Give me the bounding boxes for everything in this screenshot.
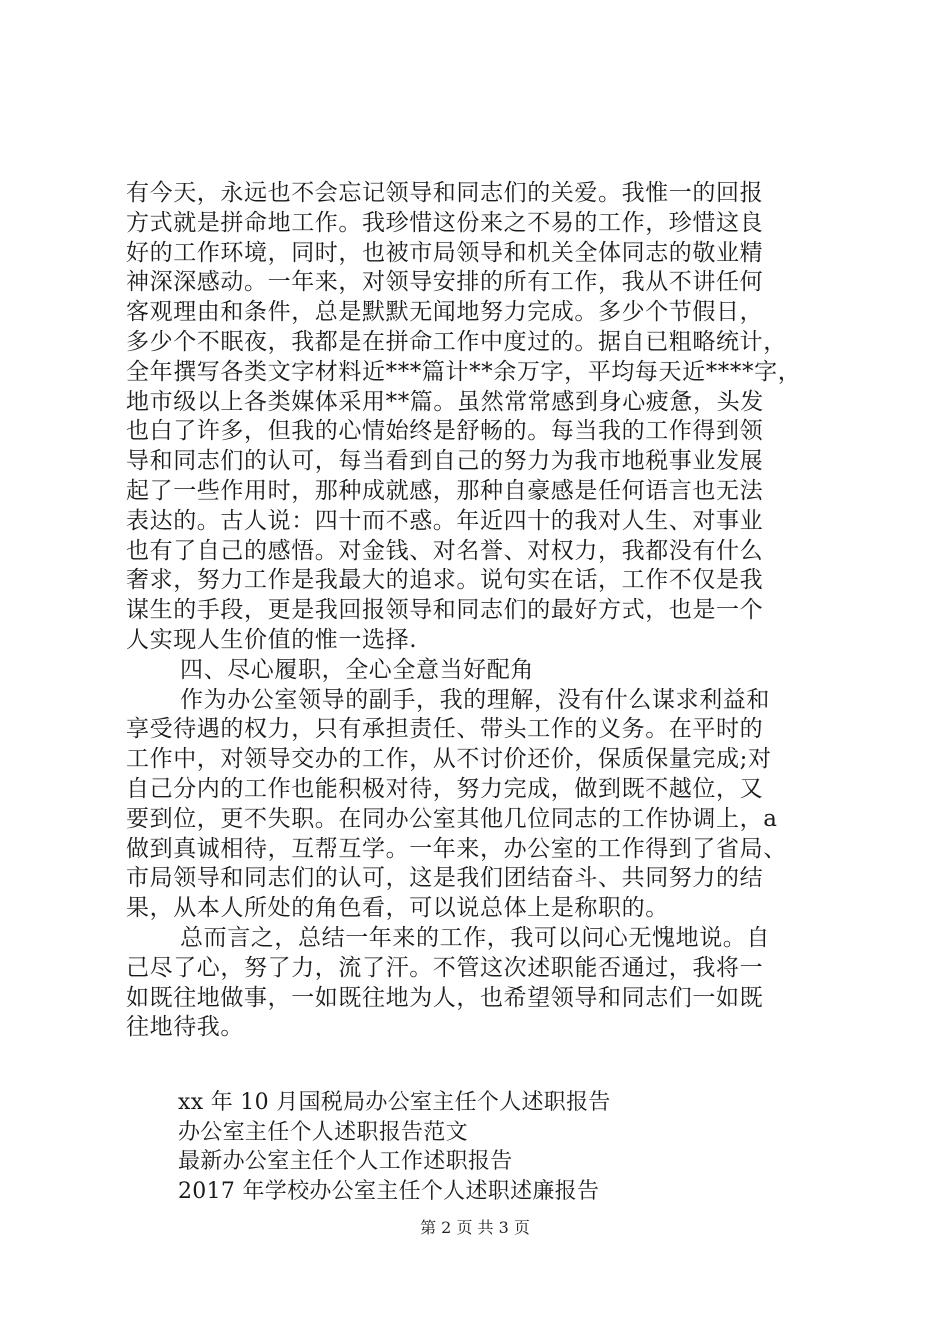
text-line: 方式就是拼命地工作。我珍惜这份来之不易的工作，珍惜这良	[126, 209, 764, 236]
text-line: 人实现人生价值的惟一选择.	[126, 626, 418, 653]
related-article-link[interactable]: 2017 年学校办公室主任个人述职述廉报告	[178, 1178, 600, 1204]
text-line: 要到位，更不失职。在同办公室其他几位同志的工作协调上，a	[126, 805, 778, 832]
text-line: 客观理由和条件，总是默默无闻地努力完成。多少个节假日，	[126, 299, 764, 326]
section-heading: 四、尽心履职，全心全意当好配角	[180, 656, 534, 683]
text-line: 也有了自己的感悟。对金钱、对名誉、对权力，我都没有什么	[126, 537, 764, 564]
text-line: 神深深感动。一年来，对领导安排的所有工作，我从不讲任何	[126, 269, 764, 296]
related-article-link[interactable]: 最新办公室主任个人工作述职报告	[178, 1149, 513, 1174]
text-line: 有今天，永远也不会忘记领导和同志们的关爱。我惟一的回报	[126, 180, 764, 206]
related-article-link[interactable]: xx 年 10 月国税局办公室主任个人述职报告	[178, 1090, 611, 1115]
page-number: 第 2 页 共 3 页	[420, 1218, 530, 1237]
text-line: 总而言之，总结一年来的工作，我可以问心无愧地说。自	[180, 924, 770, 951]
text-line: 谋生的手段，更是我回报领导和同志们的最好方式，也是一个	[126, 597, 764, 624]
text-line: 好的工作环境，同时，也被市局领导和机关全体同志的敬业精	[126, 239, 764, 266]
text-line: 全年撰写各类文字材料近***篇计**余万字，平均每天近****字，	[126, 358, 802, 385]
text-line: 往地待我。	[126, 1014, 244, 1041]
page-footer	[0, 1218, 950, 1238]
document-body	[126, 179, 838, 1043]
text-line: 果，从本人所处的角色看，可以说总体上是称职的。	[126, 895, 669, 922]
text-line: 地市级以上各类媒体采用**篇。虽然常常感到身心疲惫，头发	[126, 388, 764, 415]
text-line: 导和同志们的认可，每当看到自己的努力为我市地税事业发展	[126, 448, 764, 475]
related-article-link[interactable]: 办公室主任个人述职报告范文	[178, 1119, 468, 1145]
text-line: 己尽了心，努了力，流了汗。不管这次述职能否通过，我将一	[126, 954, 764, 981]
paragraph-3	[126, 924, 838, 1043]
text-line: 自己分内的工作也能积极对待，努力完成，做到既不越位，又	[126, 775, 764, 802]
paragraph-1	[126, 179, 838, 656]
text-line: 起了一些作用时，那种成就感，那种自豪感是任何语言也无法	[126, 477, 764, 504]
text-line: 也白了许多，但我的心情始终是舒畅的。每当我的工作得到领	[126, 418, 764, 445]
text-line: 做到真诚相待，互帮互学。一年来，办公室的工作得到了省局、	[126, 835, 787, 862]
related-articles-list	[178, 1088, 798, 1206]
text-line: 作为办公室领导的副手，我的理解，没有什么谋求利益和	[180, 686, 770, 713]
text-line: 享受待遇的权力，只有承担责任、带头工作的义务。在平时的	[126, 716, 764, 743]
text-line: 表达的。古人说：四十而不惑。年近四十的我对人生、对事业	[126, 507, 764, 534]
text-line: 奢求，努力工作是我最大的追求。说句实在话，工作不仅是我	[126, 567, 764, 594]
text-line: 市局领导和同志们的认可，这是我们团结奋斗、共同努力的结	[126, 865, 764, 892]
paragraph-2	[126, 686, 838, 924]
text-line: 多少个不眠夜，我都是在拼命工作中度过的。据自已粗略统计，	[126, 328, 787, 355]
text-line: 工作中，对领导交办的工作，从不讨价还价，保质保量完成;对	[126, 746, 772, 773]
text-line: 如既往地做事，一如既往地为人，也希望领导和同志们一如既	[126, 984, 764, 1011]
